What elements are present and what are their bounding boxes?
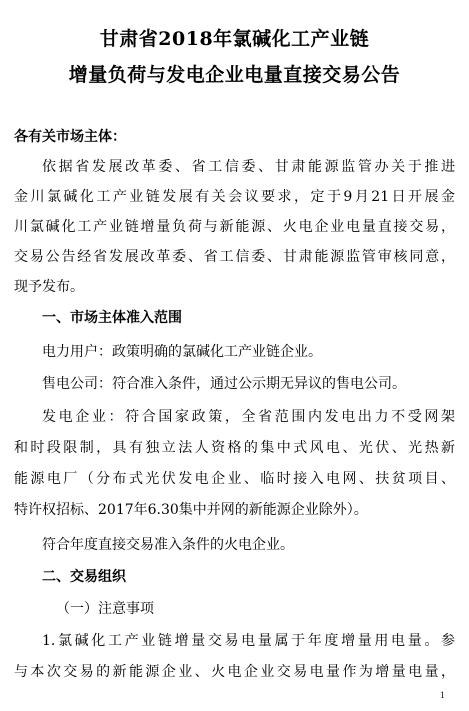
section-1-heading: 一、市场主体准入范围 (42, 310, 182, 326)
intro-line-4: 交易公告经省发展改革委、省工信委、甘肃能源监管审核同意， (14, 249, 455, 265)
document-title-line-2: 增量负荷与发电企业电量直接交易公告 (68, 64, 401, 86)
item-1-line-2: 与本次交易的新能源企业、火电企业交易电量作为增量电量， (14, 664, 455, 680)
intro-line-3: 川氯碱化工产业链增量负荷与新能源、火电企业电量直接交易， (14, 219, 455, 235)
section-2-heading: 二、交易组织 (42, 569, 126, 585)
intro-line-2: 金川氯碱化工产业链发展有关会议要求，定于9月21日开展金 (14, 189, 455, 205)
intro-line-5: 现予发布。 (14, 279, 84, 295)
subsection-1-heading: （一）注意事项 (56, 601, 154, 617)
generators-line-3: 能源电厂（分布式光伏发电企业、临时接入电网、扶贫项目、 (14, 471, 455, 487)
generators-line-2: 和时段限制，具有独立法人资格的集中式风电、光伏、光热新 (14, 440, 455, 456)
generators-line-4: 特许权招标、2017年6.30集中并网的新能源企业除外）。 (14, 502, 368, 518)
salutation: 各有关市场主体： (14, 129, 126, 145)
document-title-line-1: 甘肃省2018年氯碱化工产业链 (99, 28, 370, 50)
sales-companies-paragraph: 售电公司：符合准入条件，通过公示期无异议的售电公司。 (42, 376, 406, 392)
item-1-line-1: 1.氯碱化工产业链增量交易电量属于年度增量用电量。参 (42, 633, 455, 649)
generators-line-1: 发电企业：符合国家政策，全省范围内发电出力不受网架 (42, 409, 455, 425)
thermal-paragraph: 符合年度直接交易准入条件的火电企业。 (42, 537, 294, 553)
page-number: 1 (440, 690, 445, 700)
intro-line-1: 依据省发展改革委、省工信委、甘肃能源监管办关于推进 (42, 159, 455, 175)
power-users-paragraph: 电力用户：政策明确的氯碱化工产业链企业。 (42, 344, 322, 360)
